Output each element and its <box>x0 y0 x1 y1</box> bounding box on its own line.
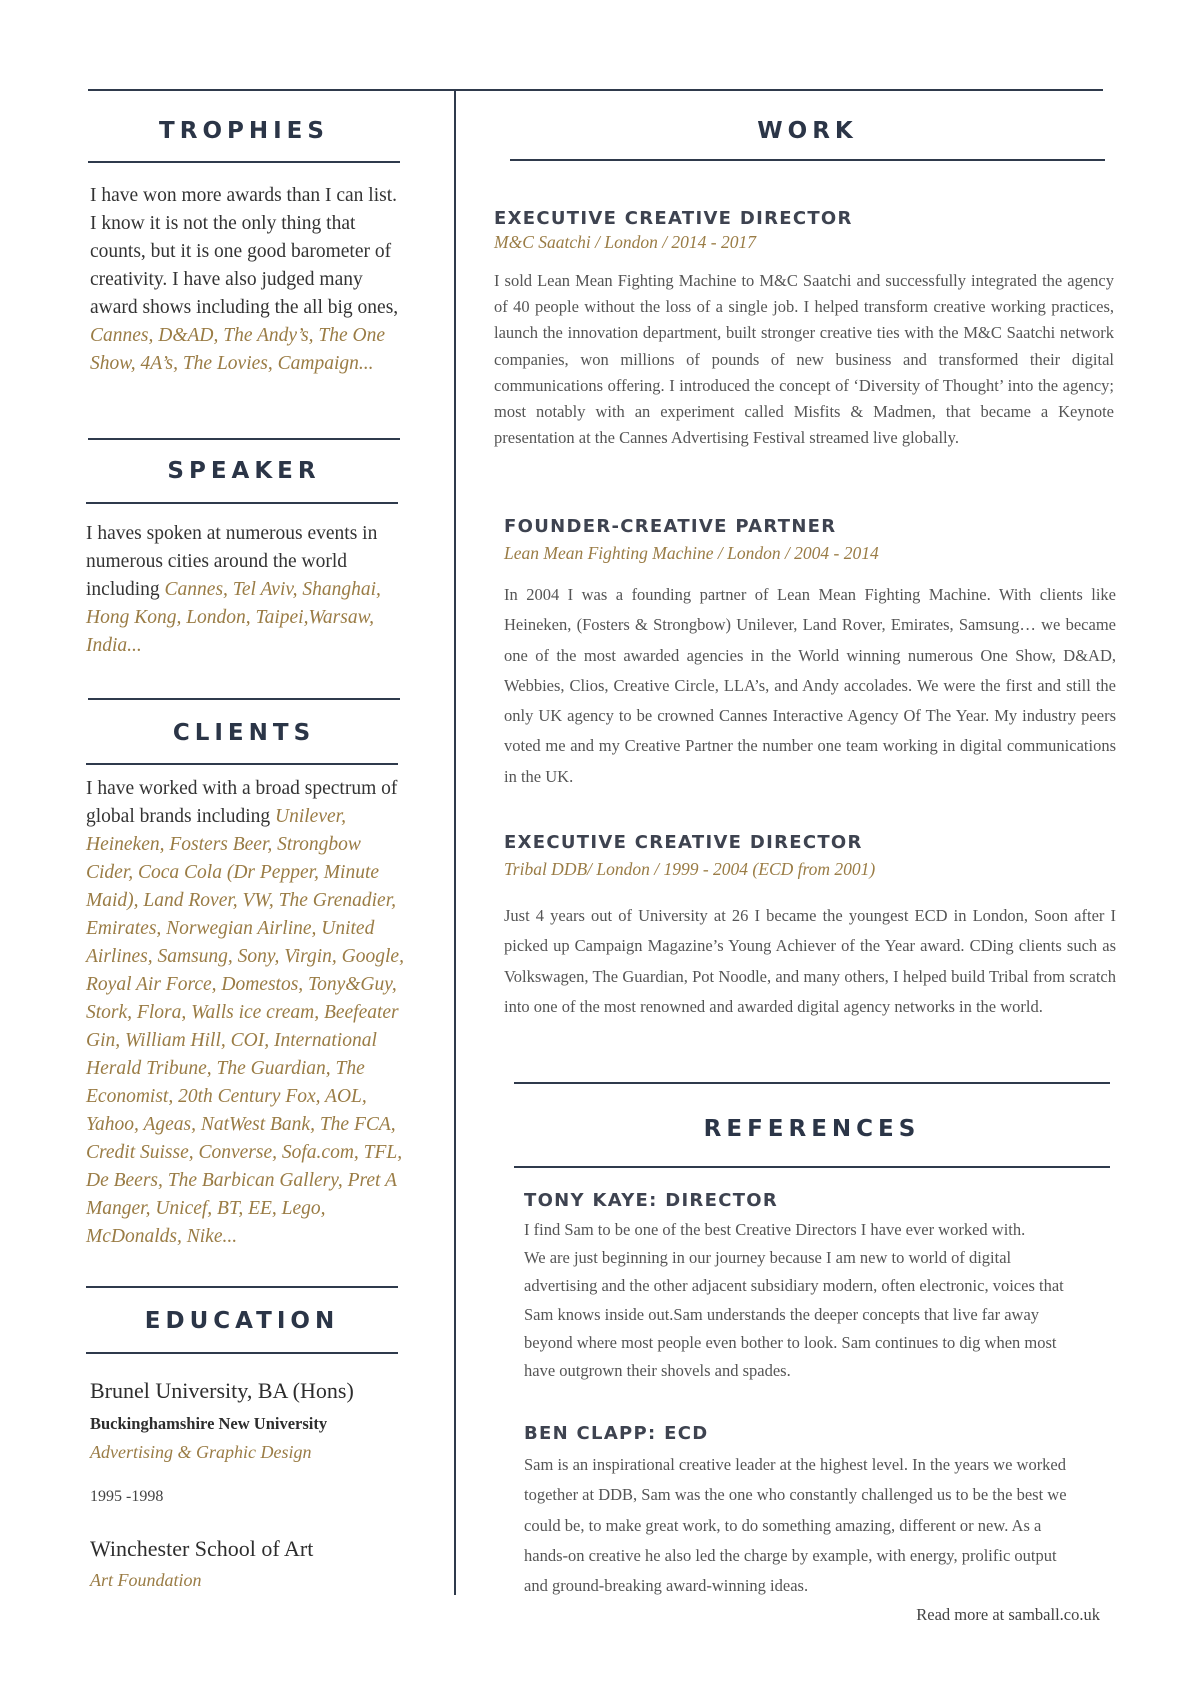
ref-1-line: We are just beginning in our journey because I am new to world of digital <box>524 1248 1012 1268</box>
work-rule <box>510 159 1105 161</box>
job-3-sub: Tribal DDB/ London / 1999 - 2004 (ECD from 2001) <box>504 859 876 879</box>
ref-1-name: TONY KAYE: DIRECTOR <box>524 1190 779 1211</box>
ref-2-line: could be, to make great work, to do something amazing, different or new. As a <box>524 1515 1042 1535</box>
education-rule <box>86 1352 398 1354</box>
column-divider <box>454 89 456 1595</box>
read-more-link[interactable]: Read more at samball.co.uk <box>916 1605 1100 1624</box>
clients-rule <box>86 763 398 765</box>
trophies-body: I have won more awards than I can list. I know it is not the only thing that counts, but it is one good barometer of creativity. I have also judged many award shows including the all big ones, <box>90 185 399 318</box>
trophies-highlight: Cannes, D&AD, The Andy’s, The One Show, 4A’s, The Lovies, Campaign... <box>90 325 386 374</box>
ref-2-line: Sam is an inspirational creative leader at the highest level. In the years we worked <box>524 1455 1067 1474</box>
ref-2-line: together at DDB, Sam was the one who constantly challenged us to be the best we <box>524 1485 1067 1505</box>
ref-1-line: beyond where most people even bother to look. Sam continues to dig when most <box>524 1332 1057 1352</box>
references-rule-top <box>514 1082 1110 1084</box>
job-2-text: In 2004 I was a founding partner of Lean Mean Fighting Machine. With clients like Heineken, (Fosters & Strongbow) Unilever, Land Rover, Emirates, Samsung… we became one of the most awarded agencies in the World winning numerous One Show, D&AD, Webbies, Clios, Creative Circle, LLA’s, and Andy accolades. We were the first and still the only UK agency to be crowned Cannes Interactive Agency Of The Year. My industry peers voted me and my Creative Partner the number one team working in digital communications in the UK. <box>504 585 1116 786</box>
speaker-rule-top <box>88 438 400 440</box>
ref-1-line: have outgrown their shovels and spades. <box>524 1361 791 1381</box>
job-1-title: EXECUTIVE CREATIVE DIRECTOR <box>494 208 853 229</box>
job-3-title: EXECUTIVE CREATIVE DIRECTOR <box>504 832 863 853</box>
speaker-highlight: Cannes, Tel Aviv, Shanghai, Hong Kong, London, Taipei,Warsaw, India... <box>86 579 381 656</box>
uni1-course: Advertising & Graphic Design <box>90 1442 312 1462</box>
education-rule-top <box>86 1286 398 1288</box>
job-1-sub: M&C Saatchi / London / 2014 - 2017 <box>494 232 757 252</box>
job-3-text: Just 4 years out of University at 26 I became the youngest ECD in London, Soon after I picked up Campaign Magazine’s Young Achiever of the Year award. CDing clients such as Volkswagen, The Guardian, Pot Noodle, and many others, I helped build Tribal from scratch into one of the most renowned and awarded digital agency networks in the world. <box>504 906 1116 1016</box>
references-rule <box>514 1166 1110 1168</box>
ref-2-text <box>524 1450 1124 1601</box>
clients-body: I have worked with a broad spectrum of global brands including <box>86 778 398 827</box>
speaker-heading: SPEAKER <box>167 458 321 484</box>
uni1-years: 1995 -1998 <box>90 1488 164 1505</box>
uni2-course: Art Foundation <box>90 1570 202 1590</box>
job-2-sub: Lean Mean Fighting Machine / London / 2004 - 2014 <box>504 543 879 563</box>
ref-2-line: hands-on creative he also led the charge by example, with energy, prolific output <box>524 1545 1057 1565</box>
clients-rule-top <box>88 698 400 700</box>
ref-2-name: BEN CLAPP: ECD <box>524 1423 709 1444</box>
job-1-text: I sold Lean Mean Fighting Machine to M&C Saatchi and successfully integrated the agency of 40 people without the loss of a single job. I helped transform creative working practices, launch the innovation department, built stronger creative ties with the M&C Saatchi network companies, won millions of pounds of new business and transformed their digital communications offering. I introduced the concept of ‘Diversity of Thought’ into the agency; most notably with an experiment called Misfits & Madmen, that became a Keynote presentation at the Cannes Advertising Festival streamed live globally. <box>494 271 1114 448</box>
job-2-title: FOUNDER-CREATIVE PARTNER <box>504 516 837 537</box>
speaker-body: I haves spoken at numerous events in numerous cities around the world including <box>86 523 378 600</box>
trophies-heading: TROPHIES <box>159 118 329 144</box>
clients-text <box>86 775 408 1251</box>
uni2-name: Winchester School of Art <box>90 1536 314 1561</box>
clients-highlight: Unilever, Heineken, Fosters Beer, Strongbow Cider, Coca Cola (Dr Pepper, Minute Maid), Land Rover, VW, The Grenadier, Emirates, Norwegian Airline, United Airlines, Samsung, Sony, Virgin, Google, Royal Air Force, Domestos, Tony&Guy, Stork, Flora, Walls ice cream, Beefeater Gin, William Hill, COI, International Herald Tribune, The Guardian, The Economist, 20th Century Fox, AOL, Yahoo, Ageas, NatWest Bank, The FCA, Credit Suisse, Converse, Sofa.com, TFL, De Beers, The Barbican Gallery, Pret A Manger, Unicef, BT, EE, Lego, McDonalds, Nike... <box>86 806 404 1247</box>
ref-1-line: advertising and the other adjacent subsidiary modern, often electronic, voices that <box>524 1276 1064 1296</box>
clients-heading: CLIENTS <box>172 720 316 746</box>
speaker-rule <box>86 502 398 504</box>
ref-1-text <box>524 1216 1124 1385</box>
ref-1-line: Sam knows inside out.Sam understands the deeper concepts that live far away <box>524 1304 1040 1324</box>
work-heading: WORK <box>757 118 858 144</box>
speaker-text <box>86 520 398 660</box>
education-heading: EDUCATION <box>144 1308 340 1334</box>
trophies-text <box>90 182 400 378</box>
uni1-sub: Buckinghamshire New University <box>90 1414 328 1433</box>
ref-2-line: and ground-breaking award-winning ideas. <box>524 1576 809 1596</box>
ref-1-line: I find Sam to be one of the best Creative Directors I have ever worked with. <box>524 1220 1026 1239</box>
references-heading: REFERENCES <box>703 1116 921 1142</box>
top-rule <box>88 89 1103 91</box>
trophies-rule <box>88 161 400 163</box>
uni1-name: Brunel University, BA (Hons) <box>90 1378 354 1403</box>
